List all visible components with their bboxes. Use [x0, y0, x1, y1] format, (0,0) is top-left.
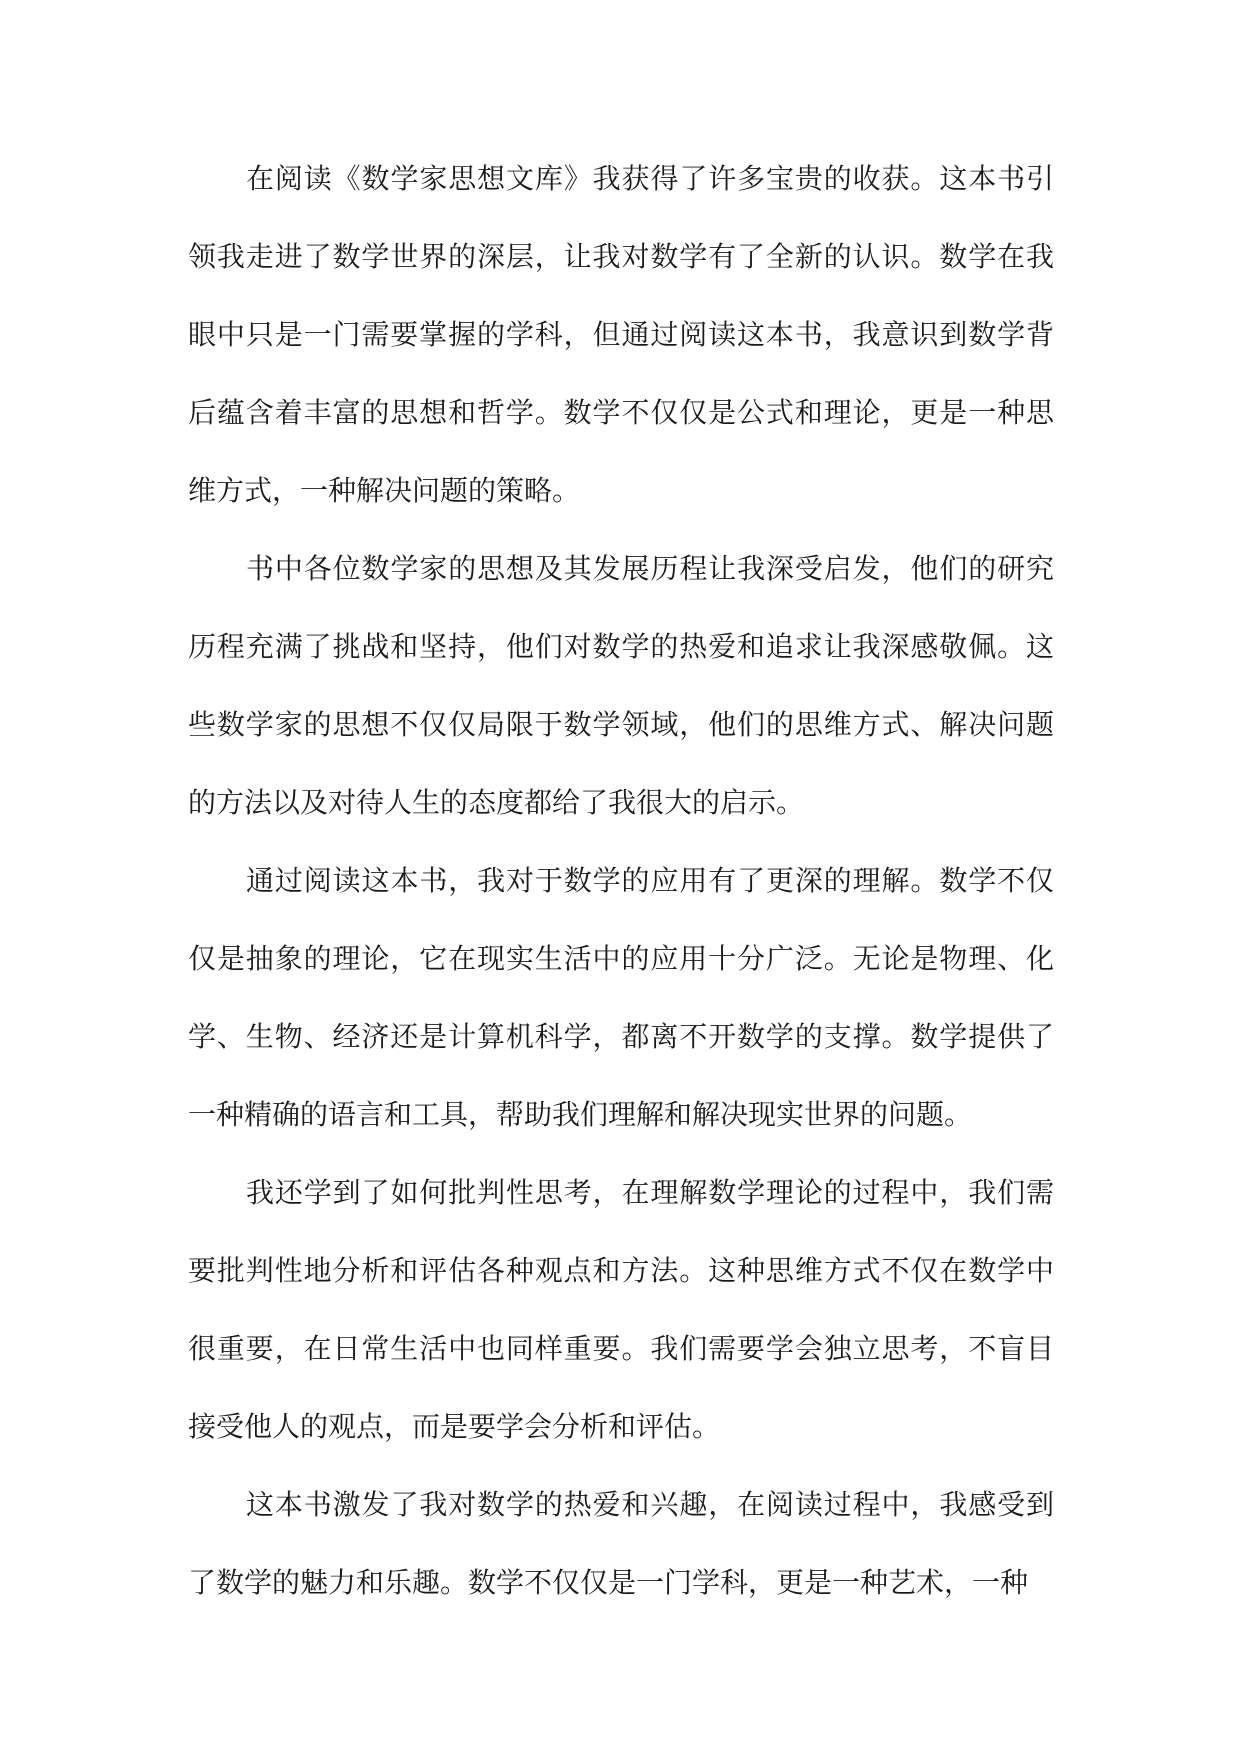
paragraph-5: 这本书激发了我对数学的热爱和兴趣，在阅读过程中，我感受到了数学的魅力和乐趣。数学不仅仅是一门学科，更是一种艺术，一种 — [188, 1488, 1054, 1599]
document-body — [188, 140, 1054, 1622]
paragraph-1: 在阅读《数学家思想文库》我获得了许多宝贵的收获。这本书引领我走进了数学世界的深层，让我对数学有了全新的认识。数学在我眼中只是一门需要掌握的学科，但通过阅读这本书，我意识到数学背后蕴含着丰富的思想和哲学。数学不仅仅是公式和理论，更是一种思维方式，一种解决问题的策略。 — [188, 162, 1054, 507]
paragraph-3: 通过阅读这本书，我对于数学的应用有了更深的理解。数学不仅仅是抽象的理论，它在现实生活中的应用十分广泛。无论是物理、化学、生物、经济还是计算机科学，都离不开数学的支撑。数学提供了一种精确的语言和工具，帮助我们理解和解决现实世界的问题。 — [188, 864, 1054, 1131]
paragraph-2: 书中各位数学家的思想及其发展历程让我深受启发，他们的研究历程充满了挑战和坚持，他们对数学的热爱和追求让我深感敬佩。这些数学家的思想不仅仅局限于数学领域，他们的思维方式、解决问题的方法以及对待人生的态度都给了我很大的启示。 — [188, 552, 1054, 819]
paragraph-4: 我还学到了如何批判性思考，在理解数学理论的过程中，我们需要批判性地分析和评估各种观点和方法。这种思维方式不仅在数学中很重要，在日常生活中也同样重要。我们需要学会独立思考，不盲目接受他人的观点，而是要学会分析和评估。 — [188, 1176, 1054, 1443]
